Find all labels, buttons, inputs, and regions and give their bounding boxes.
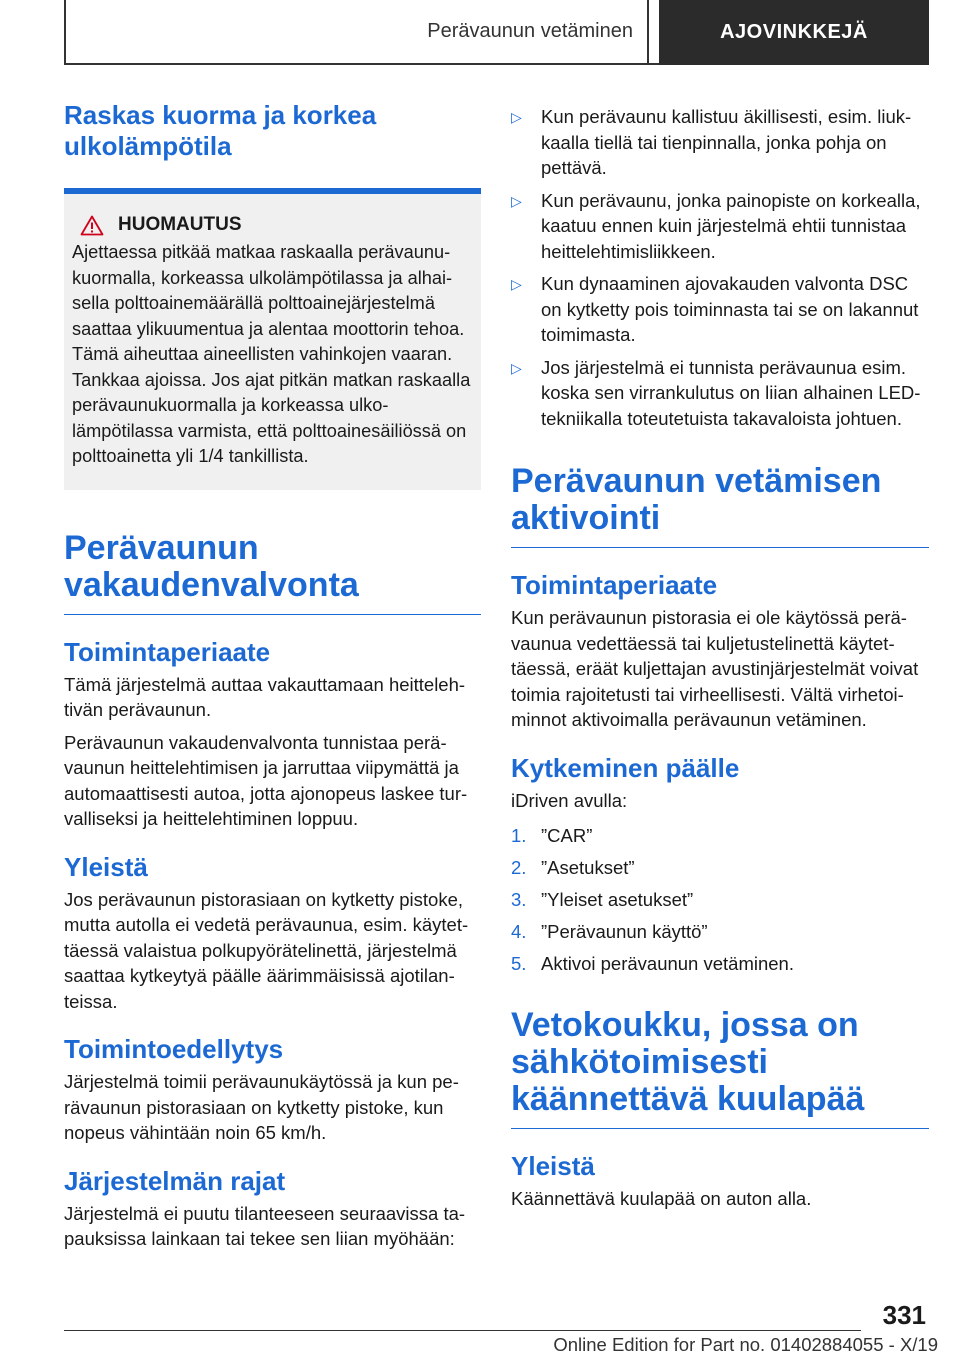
step-item: 5. Aktivoi perävaunun vetäminen.	[511, 953, 794, 974]
warning-icon	[80, 215, 104, 236]
stability-heading: Perävaunun vakaudenvalvonta	[64, 530, 481, 615]
notice-text: Ajettaessa pitkää matkaa raskaalla perävaunukuormalla, korkeassa ulkolämpötilassa ja alhaisella polttoainemäärällä polttoainejärjestelmä saattaa ylikuumentua ja alentaa moottorin tehoa. Tämä aiheuttaa aineellisten vahinkojen vaaran. Tankkaa ajoissa. Jos ajat pitkän matkan raskaalla perävaunukuormalla ja korkeassa ulkolämpötilassa varmista, että polttoainesäiliössä on polttoainetta yli 1/4 tankillista.	[72, 242, 471, 466]
towbar-general-paragraph: Käännettävä kuulapää on auton alla.	[511, 1187, 812, 1209]
towbar-general-heading: Yleistä	[511, 1150, 595, 1181]
notice-box	[64, 188, 481, 490]
notice-label: HUOMAUTUS	[118, 214, 242, 235]
triangle-bullet-icon: ▷	[511, 359, 522, 376]
activation-principle-paragraph: Kun perävaunun pistorasia ei ole käytössä perävaunua vedettäessä tai kuljetustelinettä käytettäessä, eräät kuljettajan avustinjärjestelmät voivat toimia rajoitetusti tai virheellisesti. Vältä virhetoiminnot aktivoimalla perävaunun vetäminen.	[511, 607, 919, 730]
requirement-heading: Toimintoedellytys	[64, 1034, 284, 1064]
right-column	[511, 100, 929, 1211]
step-item: 1. ”CAR”	[511, 825, 593, 846]
triangle-bullet-icon: ▷	[511, 109, 522, 125]
list-item: ▷ Kun perävaunu, jonka painopiste on korkealla, kaatuu ennen kuin järjestelmä ehtii tunnistaa heittelehtimisliikkeen.	[511, 188, 929, 265]
switch-on-intro: iDriven avulla:	[511, 789, 628, 811]
step-item: 3. ”Yleiset asetukset”	[511, 889, 694, 910]
left-column	[64, 100, 481, 1252]
list-item: ▷ Kun perävaunu kallistuu äkillisesti, esim. liukkaalla tiellä tai tienpinnalla, jonka pohja on pettävä.	[511, 104, 929, 181]
activation-principle-heading: Toimintaperiaate	[511, 570, 718, 600]
list-item: ▷ Kun dynaaminen ajovakauden valvonta DSC on kytketty pois toiminnasta tai se on lakannut toimimasta.	[511, 271, 929, 348]
notice-header	[72, 214, 473, 236]
principle-paragraph-1: Tämä järjestelmä auttaa vakauttamaan heittelehtivän perävaunun.	[64, 673, 466, 720]
triangle-bullet-icon: ▷	[511, 276, 522, 292]
triangle-bullet-icon: ▷	[511, 192, 522, 209]
page-number: 331	[882, 1300, 926, 1330]
chapter-tab: AJOVINKKEJÄ	[659, 0, 929, 65]
general-paragraph: Jos perävaunun pistorasiaan on kytketty pistoke, mutta autolla ei vedetä perävaunua, esim. käytettäessä valaistua polkupyörätelinettä, järjestelmä saattaa kytkeytyä päälle äärimmäisissä ajotilanteissa.	[64, 888, 469, 1012]
section-title: Perävaunun vetäminen	[66, 0, 649, 63]
principle-heading: Toimintaperiaate	[64, 636, 271, 667]
edition-note: Online Edition for Part no. 01402884055 - X/19	[553, 1334, 938, 1355]
step-item: 4. ”Perävaunun käyttö”	[511, 921, 708, 942]
step-item: 2. ”Asetukset”	[511, 857, 635, 878]
steps-list	[511, 823, 929, 977]
requirement-paragraph: Järjestelmä toimii perävaunukäytössä ja kun perävaunun pistorasiaan on kytketty pistoke, kun nopeus vähintään noin 65 km/h.	[64, 1071, 459, 1143]
list-item: ▷ Jos järjestelmä ei tunnista perävaunua esim. koska sen virrankulutus on liian alhainen LED-tekniikalla toteutetuista takavaloista johtuen.	[511, 355, 929, 432]
footer-divider	[64, 1330, 861, 1331]
limits-heading: Järjestelmän rajat	[64, 1165, 286, 1196]
general-heading: Yleistä	[64, 851, 148, 882]
limits-paragraph: Järjestelmä ei puutu tilanteeseen seuraavissa tapauksissa lainkaan tai tekee sen liian myöhään:	[64, 1202, 466, 1249]
limits-list	[511, 104, 929, 431]
heavy-load-heading: Raskas kuorma ja korkea ulkolämpötila	[64, 100, 377, 161]
switch-on-heading: Kytkeminen päälle	[511, 752, 740, 783]
principle-paragraph-2: Perävaunun vakaudenvalvonta tunnistaa perävaunun heittelehtimisen ja jarruttaa viipymättä ja automaattisesti autoa, jotta ajonopeus laskee turvalliseksi ja heittelehtiminen loppuu.	[64, 731, 468, 829]
activation-heading: Perävaunun vetämisen aktivointi	[511, 463, 929, 548]
towbar-heading: Vetokoukku, jossa on sähkötoimisesti käännettävä kuulapää	[511, 1007, 929, 1129]
